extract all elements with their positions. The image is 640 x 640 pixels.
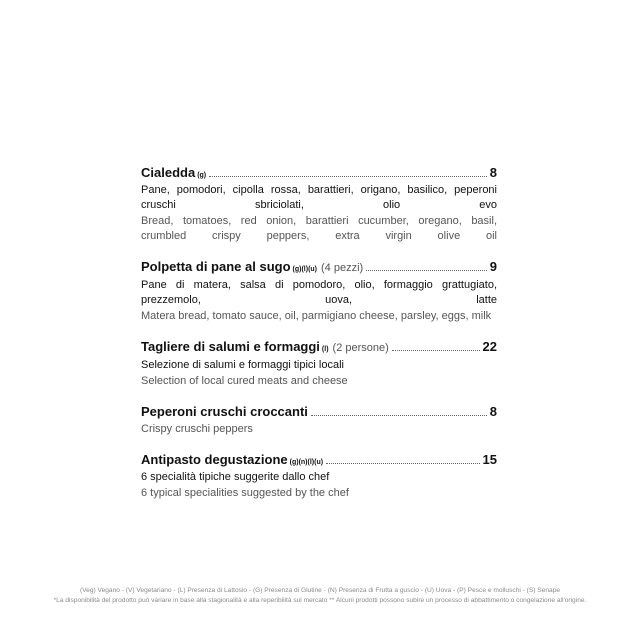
menu-item-description-en: 6 typical specialities suggested by the chef [141, 487, 349, 499]
menu-item-peperoni [141, 403, 497, 437]
menu-item-polpetta [141, 258, 497, 324]
dotted-leader [326, 463, 479, 464]
menu-item-title-line: Cialedda (g) 8 [141, 165, 497, 180]
menu-item-price: 8 [489, 165, 497, 180]
availability-disclaimer: *La disponibilità del prodotto può variare in base alla stagionalità e alla reperibilità sul mercato ** Alcuni prodotti possono subire un processo di abbattimento o congelazione all'origine. [53, 597, 587, 604]
dotted-leader [209, 176, 487, 177]
menu-item-price: 8 [489, 404, 497, 419]
menu-item-cialedda [141, 164, 497, 244]
menu-item-portion: (2 persone) [332, 342, 389, 354]
menu-item-description-en: Bread, tomatoes, red onion, barattieri cucumber, oregano, basil, crumbled crispy peppers, extra virgin olive oil [141, 215, 497, 242]
menu-item-description-en: Crispy cruschi peppers [141, 423, 253, 435]
menu-item-price: 22 [482, 339, 497, 354]
menu-footer [0, 586, 640, 606]
menu-item-title-line: Antipasto degustazione (g)(n)(l)(u) 15 [141, 452, 497, 467]
menu-item-description-en: Matera bread, tomato sauce, oil, parmigiano cheese, parsley, eggs, milk [141, 310, 492, 322]
menu-item-price: 15 [482, 452, 497, 467]
menu-item-title-line [141, 403, 497, 421]
menu-item-antipasto [141, 451, 497, 501]
menu-item-description-it: Pane, pomodori, cipolla rossa, barattieri, origano, basilico, peperoni cruschi sbriciolati, olio evo [141, 184, 497, 211]
menu-item-portion: (4 pezzi) [321, 262, 364, 274]
menu-item-title-line: Polpetta di pane al sugo (g)(l)(u) (4 pezzi) 9 [141, 258, 497, 277]
menu-item-price: 9 [489, 259, 497, 274]
menu-item-name: Polpetta di pane al sugo [141, 259, 291, 274]
menu-item-name: Cialedda [141, 165, 196, 180]
menu-item-name: Antipasto degustazione [141, 452, 288, 467]
menu-item-description-it: Pane di matera, salsa di pomodoro, olio, formaggio grattugiato, prezzemolo, uova, latte [141, 279, 497, 306]
allergen-legend: (Veg) Vegano - (V) Vegetariano - (L) Presenza di Lattosio - (G) Presenza di Glutine - (N) Presenza di Frutta a guscio - (U) Uova - (P) Pesce e molluschi - (S) Senape [79, 587, 561, 594]
menu-item-name: Peperoni cruschi croccanti [141, 404, 308, 419]
menu-item-description-en: Selection of local cured meats and cheese [141, 375, 348, 387]
menu-item-description-it: Selezione di salumi e formaggi tipici locali [141, 359, 344, 371]
dotted-leader [392, 350, 480, 351]
menu-list [141, 164, 497, 515]
menu-item-description-it: 6 specialità tipiche suggerite dallo chef [141, 471, 330, 483]
dotted-leader [311, 415, 487, 416]
dotted-leader [366, 270, 487, 271]
menu-item-tagliere [141, 338, 497, 389]
menu-item-name: Tagliere di salumi e formaggi [141, 339, 320, 354]
menu-item-title-line: Tagliere di salumi e formaggi (l) (2 persone) 22 [141, 338, 497, 357]
